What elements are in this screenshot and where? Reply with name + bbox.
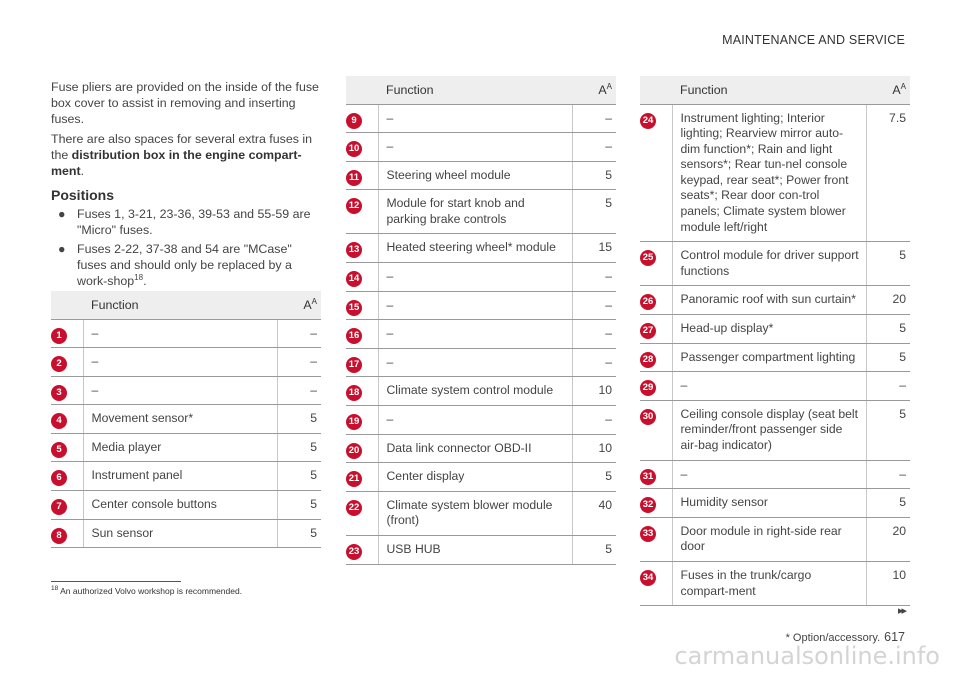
fuse-number-cell — [346, 234, 378, 263]
fuse-function-cell: Instrument panel — [83, 462, 277, 491]
fuse-number-badge: 9 — [346, 113, 362, 129]
fuse-function-cell: Control module for driver support functions — [672, 242, 866, 286]
fuse-number-cell — [346, 536, 378, 565]
fuse-amperage-cell: – — [572, 263, 616, 292]
fuse-function-cell: Panoramic roof with sun curtain* — [672, 286, 866, 315]
fuse-function-cell: Instrument lighting; Interior lighting; Rearview mirror auto-dim function*; Rain and light sensors*; Rear tun-nel console keypad, rear seat*; Power front seats*; Rear door con-trol panels; Climate system blower module left/right — [672, 104, 866, 242]
amp-header-label: A — [303, 297, 312, 312]
table-row — [640, 315, 910, 344]
positions-bullet-2 — [51, 241, 321, 289]
fuse-function-cell: Media player — [83, 433, 277, 462]
bullet-dot-icon: ● — [58, 242, 66, 256]
table-header-row — [640, 76, 910, 104]
fuse-number-cell — [640, 489, 672, 518]
page-number: 617 — [884, 630, 905, 644]
table-row — [640, 517, 910, 561]
fuse-number-cell — [51, 462, 83, 491]
amp-header-label: A — [598, 82, 607, 97]
fuse-number-badge: 25 — [640, 250, 656, 266]
amp-header-sup: A — [311, 296, 317, 306]
fuse-number-badge: 28 — [640, 352, 656, 368]
fuse-function-cell: – — [378, 263, 572, 292]
fuse-amperage-cell: – — [572, 348, 616, 377]
fuse-number-cell — [346, 263, 378, 292]
fuse-amperage-cell: 10 — [572, 434, 616, 463]
fuse-number-cell — [346, 190, 378, 234]
amp-column-header — [572, 76, 616, 104]
intro-paragraph-2 — [51, 131, 321, 179]
fuse-function-cell: – — [378, 104, 572, 133]
fuse-amperage-cell: – — [277, 348, 321, 377]
fuse-function-cell: Fuses in the trunk/cargo compart-ment — [672, 561, 866, 605]
amp-header-sup: A — [606, 81, 612, 91]
fuse-amperage-cell: 20 — [866, 286, 910, 315]
footnote-ref: 18 — [134, 272, 144, 282]
fuse-function-cell: – — [378, 291, 572, 320]
fuse-number-cell — [640, 517, 672, 561]
fuse-number-badge: 10 — [346, 141, 362, 157]
fuse-number-cell — [640, 372, 672, 401]
fuse-function-cell: – — [672, 372, 866, 401]
table-row — [346, 263, 616, 292]
table-row — [346, 348, 616, 377]
footnote-divider — [51, 581, 181, 582]
fuse-number-cell — [346, 161, 378, 190]
fuse-function-cell: Humidity sensor — [672, 489, 866, 518]
fuse-number-cell — [346, 291, 378, 320]
fuse-function-cell: – — [378, 133, 572, 162]
fuse-number-badge: 13 — [346, 242, 362, 258]
fuse-number-badge: 27 — [640, 323, 656, 339]
table-row — [640, 286, 910, 315]
fuse-amperage-cell: – — [572, 406, 616, 435]
fuse-number-badge: 22 — [346, 500, 362, 516]
table-row — [640, 489, 910, 518]
table-row — [640, 343, 910, 372]
fuse-number-cell — [51, 433, 83, 462]
fuse-amperage-cell: 5 — [277, 462, 321, 491]
amp-header-sup: A — [900, 81, 906, 91]
intro-paragraph-2-end: . — [80, 164, 85, 178]
fuse-number-cell — [346, 104, 378, 133]
fuse-number-badge: 18 — [346, 385, 362, 401]
fuse-function-cell: Module for start knob and parking brake controls — [378, 190, 572, 234]
table-row — [51, 433, 321, 462]
fuse-function-cell: Head-up display* — [672, 315, 866, 344]
fuse-number-badge: 16 — [346, 328, 362, 344]
table-row — [346, 463, 616, 492]
fuse-number-badge: 21 — [346, 471, 362, 487]
fuse-amperage-cell: – — [572, 104, 616, 133]
fuse-number-cell — [346, 348, 378, 377]
fuse-function-cell: Data link connector OBD-II — [378, 434, 572, 463]
fuse-number-badge: 15 — [346, 300, 362, 316]
table-row — [51, 491, 321, 520]
fuse-number-badge: 29 — [640, 380, 656, 396]
positions-bullet-1-text: Fuses 1, 3-21, 23-36, 39-53 and 55-59 are "Micro" fuses. — [77, 207, 311, 237]
fuse-amperage-cell: 20 — [866, 517, 910, 561]
table-row — [51, 376, 321, 405]
footnote-number: 18 — [51, 585, 59, 593]
fuse-amperage-cell: 5 — [866, 343, 910, 372]
table-row — [51, 405, 321, 434]
fuse-number-cell — [346, 434, 378, 463]
fuse-number-badge: 24 — [640, 113, 656, 129]
fuse-number-badge: 32 — [640, 497, 656, 513]
fuse-number-badge: 12 — [346, 198, 362, 214]
fuse-number-badge: 11 — [346, 170, 362, 186]
fuse-function-cell: Center display — [378, 463, 572, 492]
table-row — [346, 234, 616, 263]
amp-column-header — [866, 76, 910, 104]
fuse-number-badge: 3 — [51, 385, 67, 401]
fuse-function-cell: Steering wheel module — [378, 161, 572, 190]
table-row — [346, 406, 616, 435]
table-row — [346, 491, 616, 535]
fuse-number-badge: 7 — [51, 499, 67, 515]
amp-header-label: A — [892, 82, 901, 97]
fuse-number-cell — [346, 133, 378, 162]
fuse-number-badge: 31 — [640, 469, 656, 485]
fuse-function-cell: Movement sensor* — [83, 405, 277, 434]
table-row — [51, 519, 321, 548]
fuse-number-badge: 19 — [346, 414, 362, 430]
fuse-amperage-cell: 5 — [277, 491, 321, 520]
fuse-number-cell — [346, 491, 378, 535]
fuse-number-badge: 14 — [346, 271, 362, 287]
fuse-amperage-cell: 7.5 — [866, 104, 910, 242]
watermark-logo: carmanualsonline.info — [674, 642, 940, 670]
footnote-text: An authorized Volvo workshop is recommended. — [60, 586, 243, 596]
table-row — [640, 372, 910, 401]
fuse-number-badge: 20 — [346, 443, 362, 459]
table-row — [346, 536, 616, 565]
fuse-function-cell: – — [378, 320, 572, 349]
fuse-number-badge: 6 — [51, 470, 67, 486]
fuse-amperage-cell: – — [572, 320, 616, 349]
fuse-number-cell — [640, 460, 672, 489]
table-row — [51, 462, 321, 491]
fuse-number-cell — [640, 286, 672, 315]
fuse-amperage-cell: 5 — [572, 463, 616, 492]
fuse-amperage-cell: 5 — [277, 519, 321, 548]
fuse-number-cell — [51, 405, 83, 434]
fuse-table-left — [51, 291, 321, 548]
fuse-amperage-cell: – — [277, 319, 321, 348]
fuse-amperage-cell: – — [572, 291, 616, 320]
table-row — [346, 377, 616, 406]
fuse-number-cell — [640, 315, 672, 344]
fuse-number-badge: 26 — [640, 294, 656, 310]
fuse-number-cell — [640, 343, 672, 372]
fuse-number-badge: 33 — [640, 526, 656, 542]
fuse-amperage-cell: 5 — [866, 242, 910, 286]
table-row — [640, 460, 910, 489]
fuse-function-cell: – — [378, 348, 572, 377]
fuse-amperage-cell: – — [572, 133, 616, 162]
fuse-number-cell — [640, 400, 672, 460]
fuse-number-cell — [346, 463, 378, 492]
fuse-number-cell — [51, 348, 83, 377]
table-row — [640, 400, 910, 460]
table-row — [346, 320, 616, 349]
fuse-amperage-cell: 15 — [572, 234, 616, 263]
fuse-amperage-cell: 5 — [866, 400, 910, 460]
fuse-amperage-cell: – — [277, 376, 321, 405]
fuse-number-badge: 34 — [640, 570, 656, 586]
fuse-function-cell: Center console buttons — [83, 491, 277, 520]
distribution-box-reference: distribution box in the engine compart-ment — [51, 148, 302, 178]
table-row — [51, 319, 321, 348]
fuse-number-cell — [640, 242, 672, 286]
fuse-amperage-cell: 5 — [572, 536, 616, 565]
fuse-function-cell: USB HUB — [378, 536, 572, 565]
fuse-amperage-cell: 5 — [866, 315, 910, 344]
table-row — [346, 133, 616, 162]
fuse-table-right — [640, 76, 910, 606]
fuse-number-badge: 1 — [51, 328, 67, 344]
fuse-number-cell — [640, 561, 672, 605]
fuse-number-badge: 17 — [346, 357, 362, 373]
next-page-arrow-icon: ▸▸ — [897, 605, 905, 617]
fuse-function-cell: Sun sensor — [83, 519, 277, 548]
fuse-number-cell — [51, 491, 83, 520]
table-row — [640, 561, 910, 605]
fuse-amperage-cell: 5 — [866, 489, 910, 518]
intro-paragraph-2-text: There are also spaces for several extra fuses in the — [51, 132, 313, 162]
fuse-function-cell: Climate system blower module (front) — [378, 491, 572, 535]
fuse-amperage-cell: 5 — [277, 433, 321, 462]
table-header-row — [346, 76, 616, 104]
fuse-number-cell — [346, 377, 378, 406]
fuse-function-cell: – — [378, 406, 572, 435]
fuse-table-middle — [346, 76, 616, 565]
fuse-function-cell: – — [83, 376, 277, 405]
fuse-function-cell: Ceiling console display (seat belt reminder/front passenger side air-bag indicator) — [672, 400, 866, 460]
table-row — [346, 161, 616, 190]
fuse-amperage-cell: 40 — [572, 491, 616, 535]
bullet-dot-icon: ● — [58, 207, 66, 221]
fuse-number-badge: 2 — [51, 356, 67, 372]
fuse-number-cell — [346, 320, 378, 349]
fuse-function-cell: Door module in right-side rear door — [672, 517, 866, 561]
fuse-amperage-cell: 10 — [572, 377, 616, 406]
fuse-number-cell — [346, 406, 378, 435]
table-row — [346, 291, 616, 320]
fuse-function-cell: Climate system control module — [378, 377, 572, 406]
positions-bullet-2-end: . — [143, 274, 147, 288]
fuse-function-cell: Heated steering wheel* module — [378, 234, 572, 263]
fuse-amperage-cell: 10 — [866, 561, 910, 605]
table-row — [51, 348, 321, 377]
fuse-number-badge: 4 — [51, 413, 67, 429]
amp-column-header — [277, 291, 321, 319]
function-column-header: Function — [51, 291, 277, 319]
table-row — [640, 242, 910, 286]
intro-paragraph-1: Fuse pliers are provided on the inside of the fuse box cover to assist in removing and inserting fuses. — [51, 80, 319, 126]
fuse-amperage-cell: 5 — [277, 405, 321, 434]
footnote — [51, 586, 242, 596]
fuse-number-cell — [640, 104, 672, 242]
fuse-amperage-cell: – — [866, 372, 910, 401]
function-column-header: Function — [640, 76, 866, 104]
fuse-amperage-cell: – — [866, 460, 910, 489]
fuse-number-cell — [51, 519, 83, 548]
table-row — [346, 434, 616, 463]
positions-bullet-1 — [51, 206, 321, 238]
section-header: MAINTENANCE AND SERVICE — [722, 33, 905, 47]
fuse-function-cell: – — [83, 319, 277, 348]
fuse-number-badge: 30 — [640, 409, 656, 425]
positions-bullet-2-text: Fuses 2-22, 37-38 and 54 are "MCase" fuses and should only be replaced by a work-shop — [77, 242, 292, 288]
fuse-function-cell: – — [83, 348, 277, 377]
fuse-amperage-cell: 5 — [572, 161, 616, 190]
function-column-header: Function — [346, 76, 572, 104]
fuse-amperage-cell: 5 — [572, 190, 616, 234]
positions-heading: Positions — [51, 187, 115, 203]
fuse-number-badge: 8 — [51, 528, 67, 544]
option-accessory-note: * Option/accessory. — [785, 632, 881, 644]
fuse-number-badge: 5 — [51, 442, 67, 458]
table-row — [346, 104, 616, 133]
fuse-number-cell — [51, 319, 83, 348]
fuse-function-cell: Passenger compartment lighting — [672, 343, 866, 372]
table-row — [346, 190, 616, 234]
fuse-number-badge: 23 — [346, 544, 362, 560]
fuse-function-cell: – — [672, 460, 866, 489]
table-row — [640, 104, 910, 242]
fuse-number-cell — [51, 376, 83, 405]
table-header-row — [51, 291, 321, 319]
